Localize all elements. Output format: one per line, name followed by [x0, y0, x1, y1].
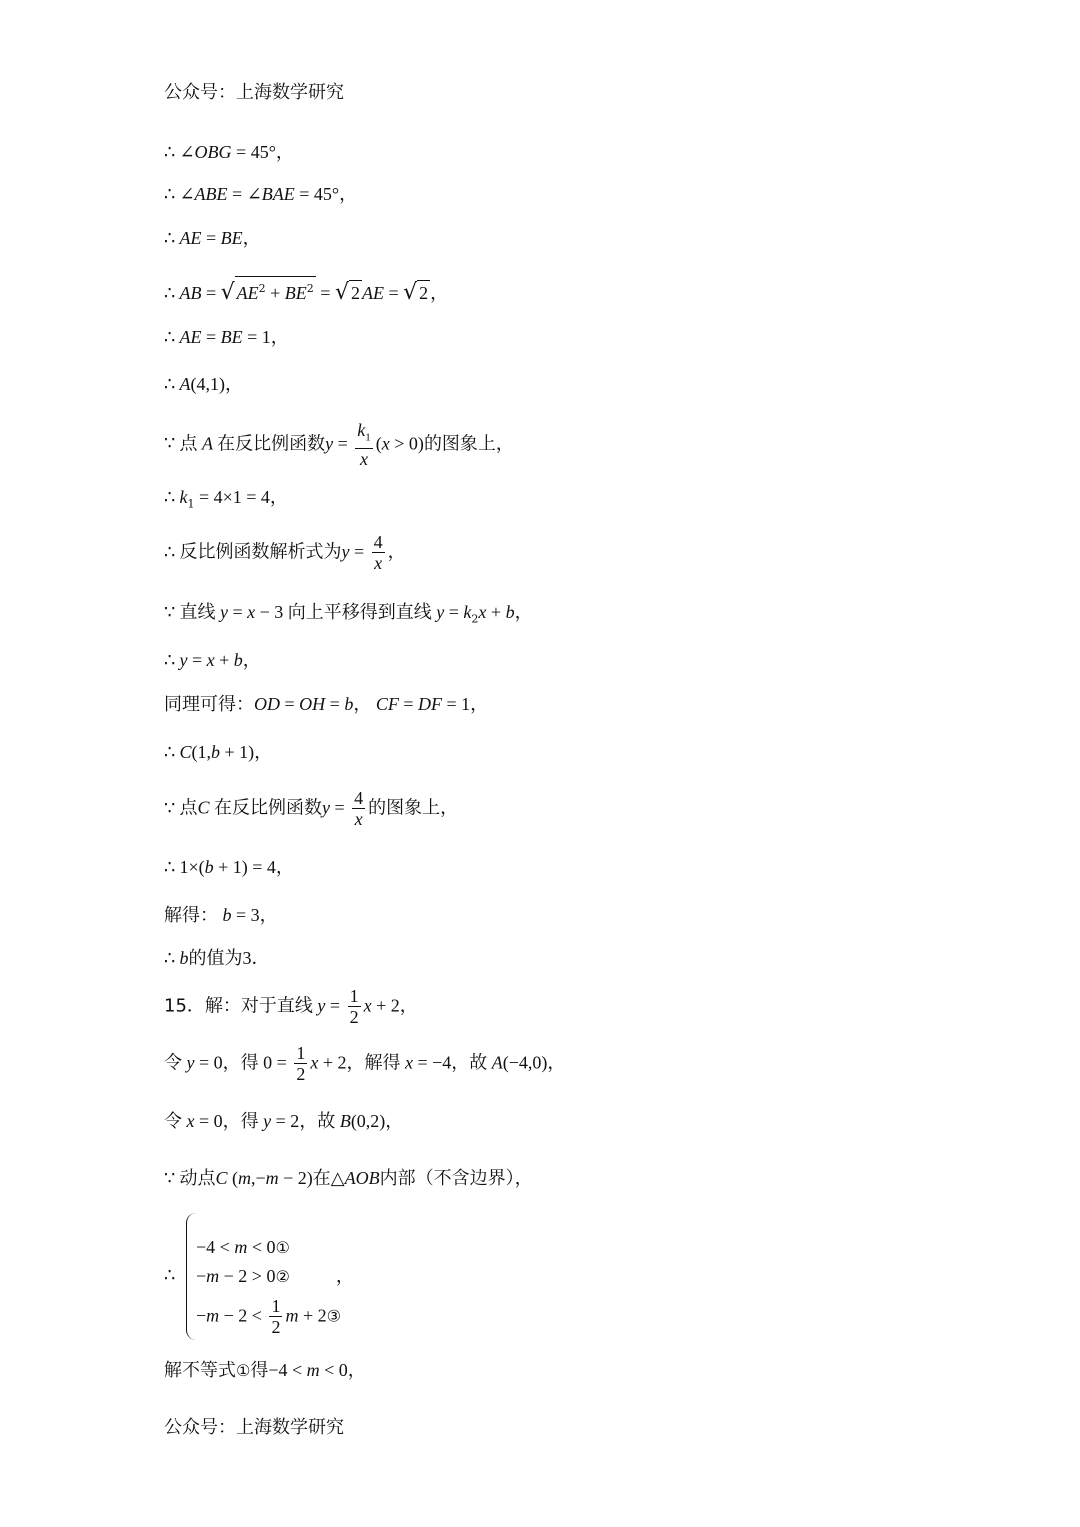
- line-point-b-q15: 令 x = 0，得 y = 2，故 B(0,2)，: [164, 1111, 404, 1132]
- watermark-footer: 公众号：上海数学研究: [164, 1417, 344, 1438]
- line-angle-abe: ∴ ∠ABE = ∠BAE = 45°，: [164, 184, 358, 205]
- line-q15: 15．解：对于直线 y = $\frac{1}{2}$ x + 2，: [164, 986, 418, 1027]
- ineq-1: −4 < m < 0①: [196, 1237, 290, 1257]
- line-value-b: ∴ b的值为3．: [164, 948, 270, 969]
- ineq-3: −m − 2 < $\frac{1}{2}$ m + 2③: [196, 1296, 341, 1337]
- line-ab-sqrt: ∴ AB = √ $AE^2 + BE^2$ = √ 2 AE = √ 2 ，: [164, 276, 448, 306]
- line-point-a-q15: 令 y = 0，得 0 = $\frac{1}{2}$ x + 2，解得 x = −4，故 A(−4,0)，: [164, 1043, 566, 1084]
- line-ae-be-1: ∴ AE = BE = 1，: [164, 327, 289, 348]
- line-point-c: ∴ C(1,b + 1)，: [164, 742, 273, 763]
- line-moving-point: ∵ 动点C (m,−m − 2)在△AOB内部（不含边界），: [164, 1168, 533, 1189]
- line-k1: ∴ $k_1 = 4\times 1 = 4$，: [164, 487, 288, 511]
- line-y-x-b: ∴ y = x + b，: [164, 650, 261, 671]
- line-solve-ineq-1: 解不等式①得−4 < m < 0，: [164, 1360, 366, 1381]
- line-similarly: 同理可得：OD = OH = b， CF = DF = 1，: [164, 694, 489, 715]
- line-point-a: ∴ A(4,1)，: [164, 374, 243, 395]
- line-solve-b: 解得： b = 3，: [164, 905, 278, 926]
- line-angle-obg: ∴ ∠OBG = 45°，: [164, 142, 294, 163]
- line-ae-eq-be: ∴ AE = BE，: [164, 228, 261, 249]
- line-inverse-formula: ∴ 反比例函数解析式为y = $\frac{4}{x}$ ，: [164, 532, 406, 573]
- ineq-2: −m − 2 > 0② ，: [196, 1266, 354, 1286]
- system-therefore: ∴: [164, 1265, 176, 1286]
- line-shift: ∵ 直线 y = x − 3 向上平移得到直线 $y = k_2x + b$，: [164, 602, 533, 626]
- line-equation-b: ∴ 1×(b + 1) = 4，: [164, 857, 294, 878]
- line-a-on-inverse: ∵ 点 A 在反比例函数y = $\frac{k_1}{x}$ (x > 0)的图象上，: [164, 420, 514, 469]
- watermark-header: 公众号：上海数学研究: [164, 82, 344, 103]
- line-c-on-inverse: ∵ 点C 在反比例函数y = $\frac{4}{x}$ 的图象上，: [164, 788, 459, 829]
